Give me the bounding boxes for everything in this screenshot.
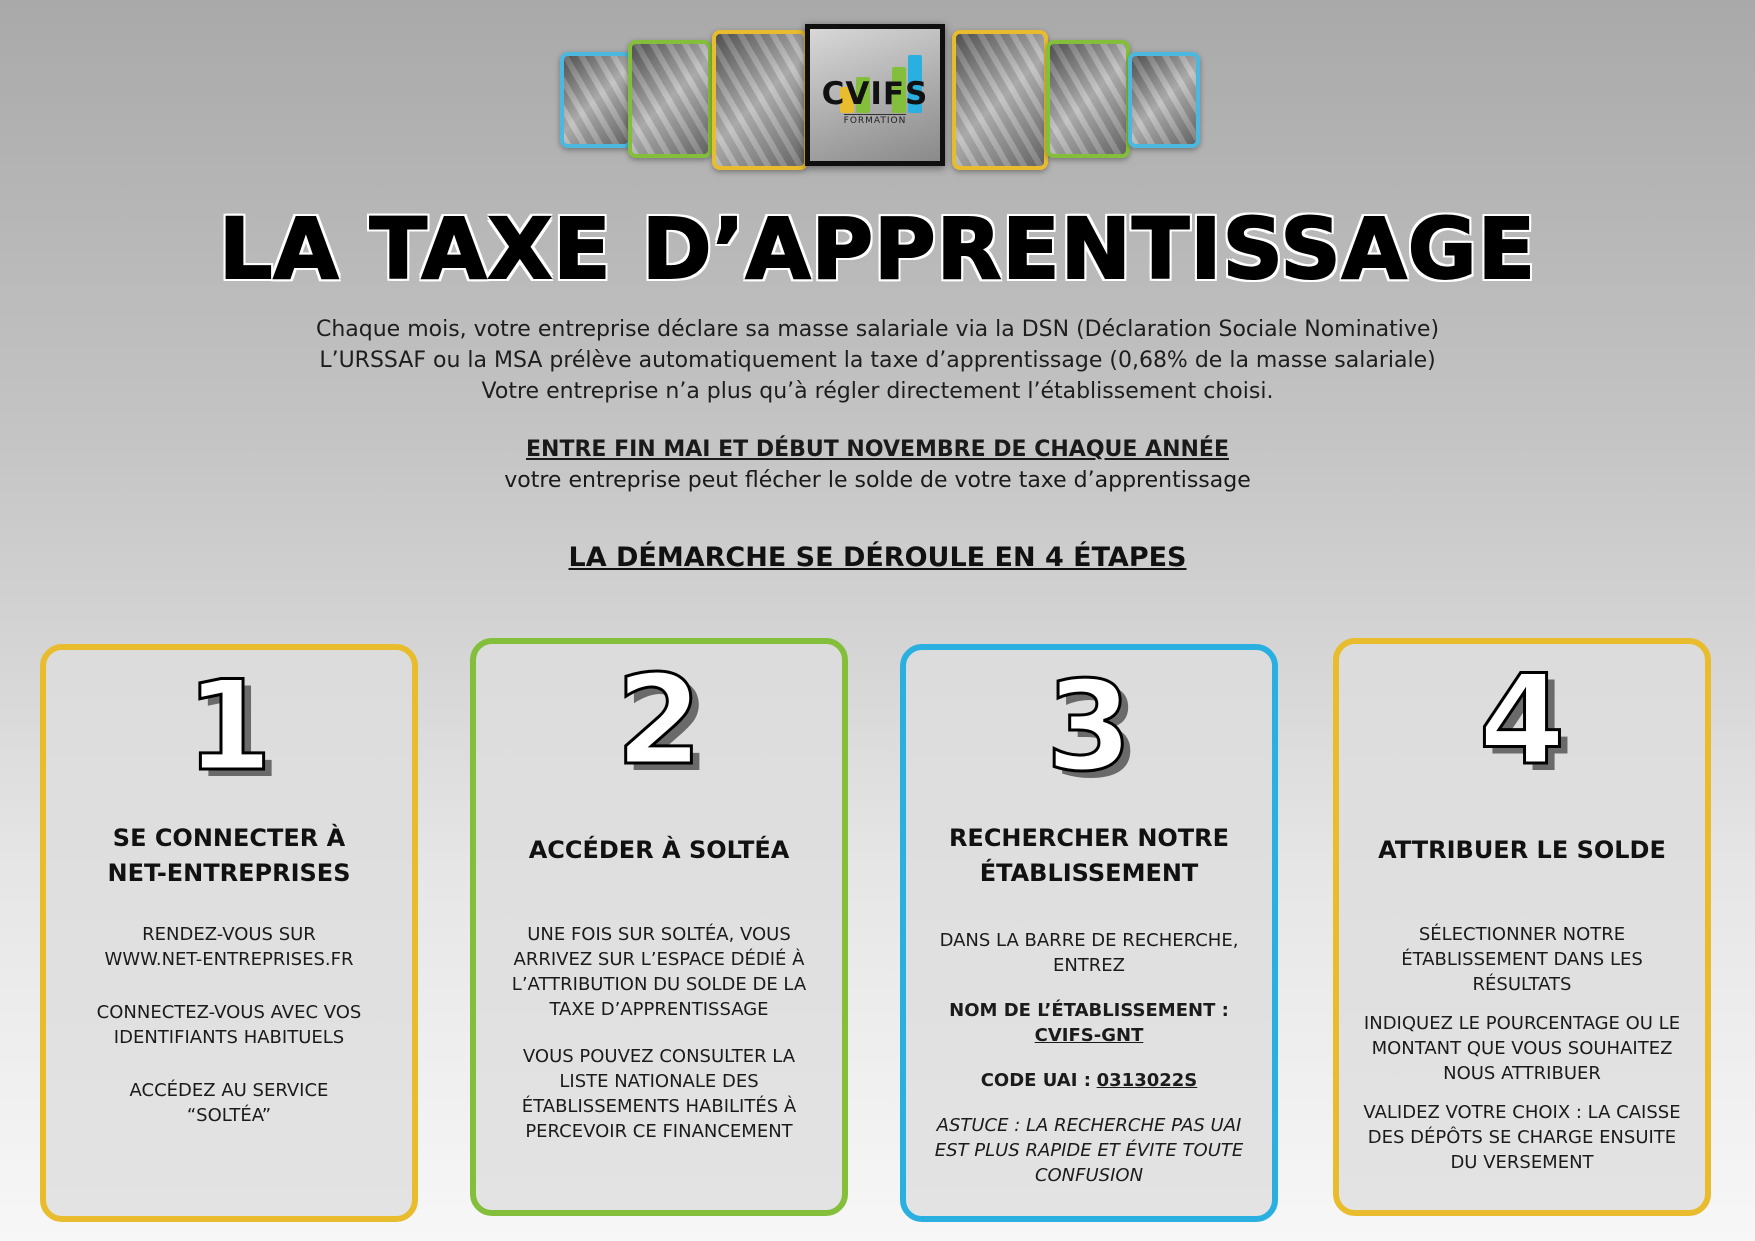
step-title-line: ÉTABLISSEMENT xyxy=(979,859,1199,887)
step-number: 3 xyxy=(1045,655,1133,799)
step-card-4 xyxy=(1333,638,1711,1216)
intro-line: Chaque mois, votre entreprise déclare sa masse salariale via la DSN (Déclaration Sociale Nominative) xyxy=(315,317,1440,342)
step-instruction: CONNECTEZ-VOUS AVEC VOS IDENTIFIANTS HABITUELS xyxy=(96,1002,362,1048)
photo-children xyxy=(628,40,712,158)
photo-team xyxy=(952,30,1048,170)
establishment-name-value: CVIFS-GNT xyxy=(1034,1025,1144,1046)
intro-line: Votre entreprise n’a plus qu’à régler directement l’établissement choisi. xyxy=(481,379,1274,404)
step-title-line: NET-ENTREPRISES xyxy=(107,859,351,887)
page-title: LA TAXE D’APPRENTISSAGE xyxy=(218,200,1537,298)
search-tip: ASTUCE : LA RECHERCHE PAS UAI EST PLUS RAPIDE ET ÉVITE TOUTE CONFUSION xyxy=(934,1115,1244,1186)
step-number: 4 xyxy=(1478,649,1566,793)
photo-documents xyxy=(1046,40,1130,158)
step-title xyxy=(496,808,822,892)
step-body xyxy=(920,928,1258,1188)
step-card-1 xyxy=(40,644,418,1222)
intro-text xyxy=(0,314,1755,407)
period-text: votre entreprise peut flécher le solde de votre taxe d’apprentissage xyxy=(504,468,1251,493)
photo-office xyxy=(560,52,632,148)
step-number: 2 xyxy=(615,649,703,793)
step-title xyxy=(66,814,392,898)
step-instruction: UNE FOIS SUR SOLTÉA, VOUS ARRIVEZ SUR L’ESPACE DÉDIÉ À L’ATTRIBUTION DU SOLDE DE LA TAXE D’APPRENTISSAGE xyxy=(511,924,807,1020)
establishment-name-label: NOM DE L’ÉTABLISSEMENT : xyxy=(949,1000,1229,1021)
photo-weightlifting xyxy=(712,30,808,170)
step-instruction: INDIQUEZ LE POURCENTAGE OU LE MONTANT QUE VOUS SOUHAITEZ NOUS ATTRIBUER xyxy=(1363,1013,1681,1084)
step-title xyxy=(1359,808,1685,892)
logo-text: CVIFS xyxy=(821,76,929,112)
step-card-2 xyxy=(470,638,848,1216)
logo-subtitle: FORMATION xyxy=(843,116,907,126)
step-body xyxy=(1353,922,1691,1175)
step-title-line: SE CONNECTER À xyxy=(112,824,346,852)
uai-code-value: 0313022S xyxy=(1096,1070,1198,1091)
step-card-3 xyxy=(900,644,1278,1222)
step-number: 1 xyxy=(185,655,273,799)
step-body xyxy=(502,922,816,1144)
step-instruction: VALIDEZ VOTRE CHOIX : LA CAISSE DES DÉPÔTS SE CHARGE ENSUITE DU VERSEMENT xyxy=(1363,1102,1681,1173)
establishment-name-row xyxy=(920,998,1258,1048)
period-block xyxy=(0,434,1755,496)
step-title-line: ACCÉDER À SOLTÉA xyxy=(528,835,790,864)
intro-line: L’URSSAF ou la MSA prélève automatiquement la taxe d’apprentissage (0,68% de la masse salariale) xyxy=(319,348,1436,373)
step-instruction: RENDEZ-VOUS SUR WWW.NET-ENTREPRISES.FR xyxy=(104,924,354,970)
step-body xyxy=(92,922,366,1128)
uai-code-label: CODE UAI : xyxy=(980,1070,1091,1091)
step-instruction: VOUS POUVEZ CONSULTER LA LISTE NATIONALE DES ÉTABLISSEMENTS HABILITÉS À PERCEVOIR CE FINANCEMENT xyxy=(521,1046,797,1142)
step-title xyxy=(926,814,1252,898)
cvifs-logo xyxy=(805,24,945,166)
step-instruction: DANS LA BARRE DE RECHERCHE, ENTREZ xyxy=(939,930,1239,976)
step-title-line: ATTRIBUER LE SOLDE xyxy=(1378,835,1666,864)
step-instruction: SÉLECTIONNER NOTRE ÉTABLISSEMENT DANS LES RÉSULTATS xyxy=(1401,924,1643,995)
period-highlight: ENTRE FIN MAI ET DÉBUT NOVEMBRE DE CHAQUE ANNÉE xyxy=(526,437,1229,462)
step-instruction: ACCÉDEZ AU SERVICE “SOLTÉA” xyxy=(129,1080,329,1126)
steps-heading: LA DÉMARCHE SE DÉROULE EN 4 ÉTAPES xyxy=(568,542,1187,573)
uai-code-row xyxy=(920,1068,1258,1093)
step-title-line: RECHERCHER NOTRE xyxy=(948,824,1230,852)
header-collage xyxy=(560,24,1210,174)
photo-hands xyxy=(1128,52,1200,148)
